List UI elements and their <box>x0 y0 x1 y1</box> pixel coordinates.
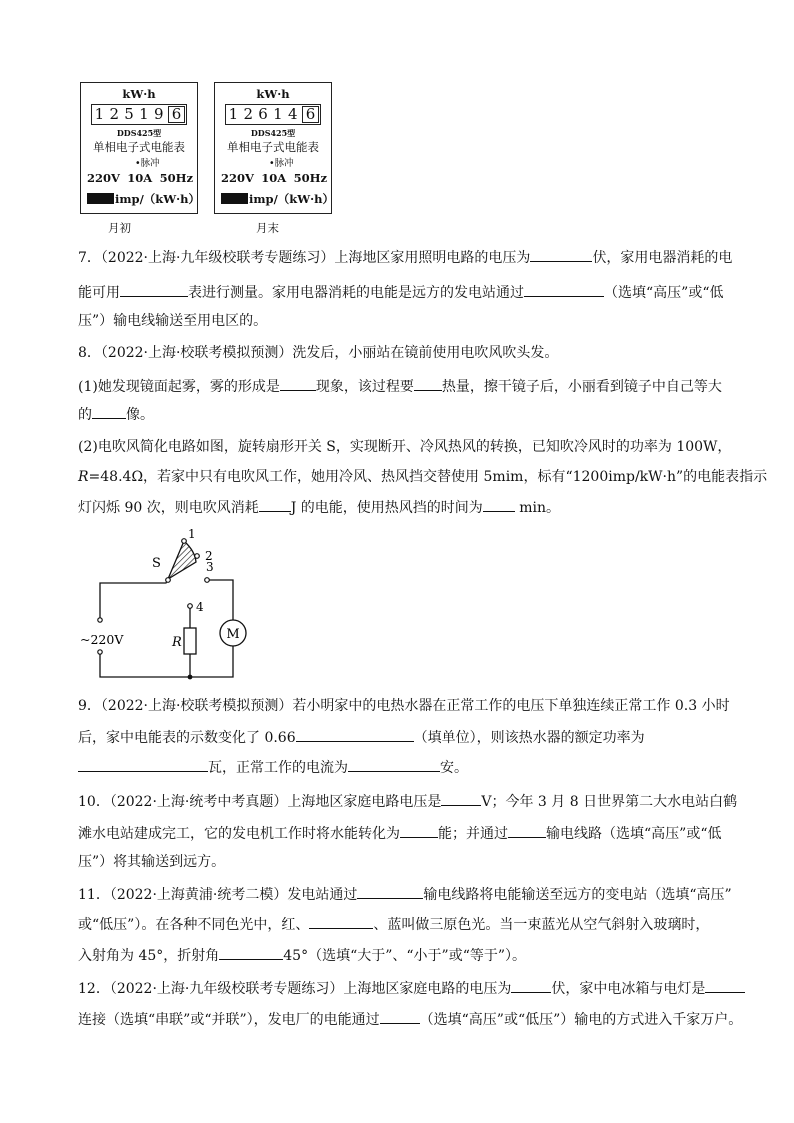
answer-blank <box>348 757 440 772</box>
meter-current: 10A <box>261 171 287 185</box>
meter-digit: 5 <box>124 105 134 123</box>
question-8-part-2-line-2 <box>78 467 768 487</box>
q12-text: （选填“高压”或“低压”）输电的方式进入千家万户。 <box>419 1012 743 1028</box>
question-10-line-1 <box>78 791 738 812</box>
meter-unit: kW·h <box>122 87 156 101</box>
q7-text: 表进行测量。家用电器消耗的电能是远方的发电站通过 <box>188 285 524 301</box>
meter-digits <box>225 104 321 125</box>
meter-frequency: 50Hz <box>159 171 193 185</box>
answer-blank <box>530 247 592 262</box>
answer-blank <box>357 884 423 899</box>
meter-frequency: 50Hz <box>293 171 327 185</box>
meter-digit: 2 <box>243 105 254 123</box>
answer-blank <box>296 727 414 742</box>
voltage-label: ~220V <box>80 632 124 647</box>
q9-text: 瓦，正常工作的电流为 <box>208 760 348 776</box>
q8-text: 的 <box>78 407 92 423</box>
contact-4 <box>188 604 193 609</box>
electric-meter-start <box>80 82 201 214</box>
q8-text: 灯闪烁 90 次，则电吹风消耗 <box>78 500 259 516</box>
q9-text: （填单位），则该热水器的额定功率为 <box>413 730 645 746</box>
meter-specs <box>87 171 193 185</box>
meter-name: 单相电子式电能表 <box>227 140 319 154</box>
q8-text: J 的电能，使用热风挡的时间为 <box>290 500 483 516</box>
question-7-line-3: 压”）输电线输送至用电区的。 <box>78 313 268 329</box>
q8-text: (1)她发现镜面起雾，雾的形成是 <box>78 379 280 395</box>
answer-blank <box>511 978 551 993</box>
contact-3 <box>205 578 210 583</box>
question-11-line-2 <box>78 914 728 935</box>
meter-voltage: 220V <box>87 171 120 185</box>
question-11-line-1 <box>78 884 732 905</box>
meter-digit: 1 <box>94 105 105 123</box>
meter-pulse: •脉冲 <box>135 158 160 169</box>
q10-text: 输电线路（选填“高压”或“低 <box>546 826 722 842</box>
q10-text: V；今年 3 月 8 日世界第二大水电站白鹤 <box>481 794 738 810</box>
q9-text: 后，家中电能表的示数变化了 0.66 <box>78 730 296 746</box>
switch-pivot <box>166 578 171 583</box>
q11-text: 45°（选填“大于”、“小于”或“等于”）。 <box>283 948 527 964</box>
q10-text: 能；并通过 <box>438 826 508 842</box>
meter-unit: kW·h <box>256 87 290 101</box>
answer-blank <box>259 497 291 512</box>
resistor-label: R <box>172 635 182 650</box>
answer-blank <box>483 497 515 512</box>
meter-digits <box>91 104 187 125</box>
q12-text: 12．（2022·上海·九年级校联考专题练习）上海地区家庭电路的电压为 <box>78 981 512 997</box>
meter-name: 单相电子式电能表 <box>93 140 185 154</box>
terminal-top <box>98 618 102 622</box>
meter-imp: imp/（kW·h） <box>249 192 335 206</box>
q10-text: 10．（2022·上海·统考中考真题）上海地区家庭电路电压是 <box>78 794 442 810</box>
terminal-bottom <box>98 650 102 654</box>
meter-digit: 9 <box>153 105 164 123</box>
meter-imp-line <box>221 191 334 207</box>
meter-model: DDS425型 <box>250 128 296 138</box>
answer-blank <box>280 376 316 391</box>
answer-blank <box>219 945 283 960</box>
q8-text: 现象，该过程要 <box>315 379 414 395</box>
q11-text: 输电线路将电能输送至远方的变电站（选填“高压” <box>423 887 732 903</box>
circuit-wires <box>100 579 233 677</box>
q11-text: 或“低压”）。在各种不同色光中，红、 <box>78 917 310 933</box>
answer-blank <box>380 1009 420 1024</box>
meter-caption-end: 月末 <box>256 221 279 235</box>
answer-blank <box>414 376 442 391</box>
answer-blank <box>309 914 373 929</box>
contact-1-label: 1 <box>188 527 196 541</box>
answer-blank <box>508 823 546 838</box>
question-10-line-2 <box>78 823 728 844</box>
question-12-line-1 <box>78 978 728 999</box>
meter-digit: 1 <box>139 105 149 123</box>
wire-bottom <box>100 646 233 677</box>
question-8-part-1-line-2 <box>78 404 728 425</box>
contact-4-label: 4 <box>196 600 204 614</box>
hair-dryer-circuit-diagram <box>80 525 280 685</box>
meter-digit: 1 <box>273 105 283 123</box>
fan-switch-blade <box>168 541 196 579</box>
contact-2 <box>195 554 200 559</box>
q12-text: 伏，家中电冰箱与电灯是 <box>551 981 706 997</box>
q9-text: 安。 <box>440 760 468 776</box>
q7-text: （选填“高压”或“低 <box>604 285 724 301</box>
answer-blank <box>78 757 208 772</box>
q11-text: 入射角为 45°，折射角 <box>78 948 220 964</box>
wire-right-top <box>207 580 233 620</box>
question-8-part-2-line-3 <box>78 497 728 518</box>
question-8-part-1-line-1 <box>78 376 728 397</box>
wire-left-top <box>100 579 168 620</box>
q7-text: 能可用 <box>78 285 120 301</box>
junction-dot <box>188 675 193 680</box>
meter-digit-decimal: 6 <box>302 106 319 123</box>
meter-imp-line <box>87 191 200 207</box>
answer-blank <box>705 978 745 993</box>
q8-text: 热量，擦干镜子后，小丽看到镜子中自己等大 <box>441 379 722 395</box>
answer-blank <box>524 282 604 297</box>
meter-pulse: •脉冲 <box>269 158 294 169</box>
q11-text: 、蓝叫做三原色光。当一束蓝光从空气斜射入玻璃时， <box>373 917 710 933</box>
question-9-line-1: 9．（2022·上海·校联考模拟预测）若小明家中的电热水器在正常工作的电压下单独连续正常工作 0.3 小时 <box>78 698 730 714</box>
answer-blank <box>441 791 481 806</box>
redacted-bar <box>87 193 114 204</box>
meter-digit: 2 <box>109 105 120 123</box>
meter-voltage: 220V <box>221 171 254 185</box>
meter-digit-decimal: 6 <box>168 106 185 123</box>
q12-text: 连接（选填“串联”或“并联”），发电厂的电能通过 <box>78 1012 380 1028</box>
contact-1 <box>182 539 187 544</box>
question-8-part-2-line-1: (2)电吹风简化电路如图，旋转扇形开关 S，实现断开、冷风热风的转换，已知吹冷风时的功率为 100W， <box>78 439 732 455</box>
redacted-bar <box>221 193 248 204</box>
question-12-line-2 <box>78 1009 743 1030</box>
electric-meter-end <box>214 82 335 214</box>
question-7-line-1 <box>78 247 733 268</box>
switch-label: S <box>152 556 161 571</box>
contact-2-label: 2 <box>205 549 213 563</box>
answer-blank <box>400 823 438 838</box>
q8-text: 像。 <box>126 407 154 423</box>
meter-digit: 4 <box>287 105 298 123</box>
meter-current: 10A <box>127 171 153 185</box>
question-9-line-2 <box>78 727 728 748</box>
meter-imp: imp/（kW·h） <box>115 192 201 206</box>
q11-text: 11．（2022·上海黄浦·统考二模）发电站通过 <box>78 887 358 903</box>
resistor-symbol: R <box>78 469 89 485</box>
contact-3-label: 3 <box>206 560 214 574</box>
q8-text: =48.4Ω，若家中只有电吹风工作，她用冷风、热风挡交替使用 5mim，标有“1200imp/kW·h”的电能表指示 <box>88 469 768 485</box>
question-9-line-3 <box>78 757 728 778</box>
resistor-r <box>184 628 196 654</box>
meter-model: DDS425型 <box>116 128 162 138</box>
answer-blank <box>92 404 126 419</box>
q8-text: min。 <box>514 500 561 516</box>
meter-caption-start: 月初 <box>108 221 131 235</box>
question-11-line-3 <box>78 945 728 966</box>
motor-label: M <box>226 627 240 642</box>
q7-text: 伏，家用电器消耗的电 <box>592 250 733 266</box>
q7-text: 7．（2022·上海·九年级校联考专题练习）上海地区家用照明电路的电压为 <box>78 250 531 266</box>
meter-digit: 6 <box>258 105 268 123</box>
question-7-line-2 <box>78 282 728 303</box>
q10-text: 滩水电站建成完工，它的发电机工作时将水能转化为 <box>78 826 400 842</box>
meter-specs <box>221 171 327 185</box>
question-10-line-3: 压”）将其输送到远方。 <box>78 854 226 870</box>
meter-digit: 1 <box>228 105 239 123</box>
answer-blank <box>120 282 188 297</box>
question-8-title: 8．（2022·上海·校联考模拟预测）洗发后，小丽站在镜前使用电吹风吹头发。 <box>78 345 559 361</box>
